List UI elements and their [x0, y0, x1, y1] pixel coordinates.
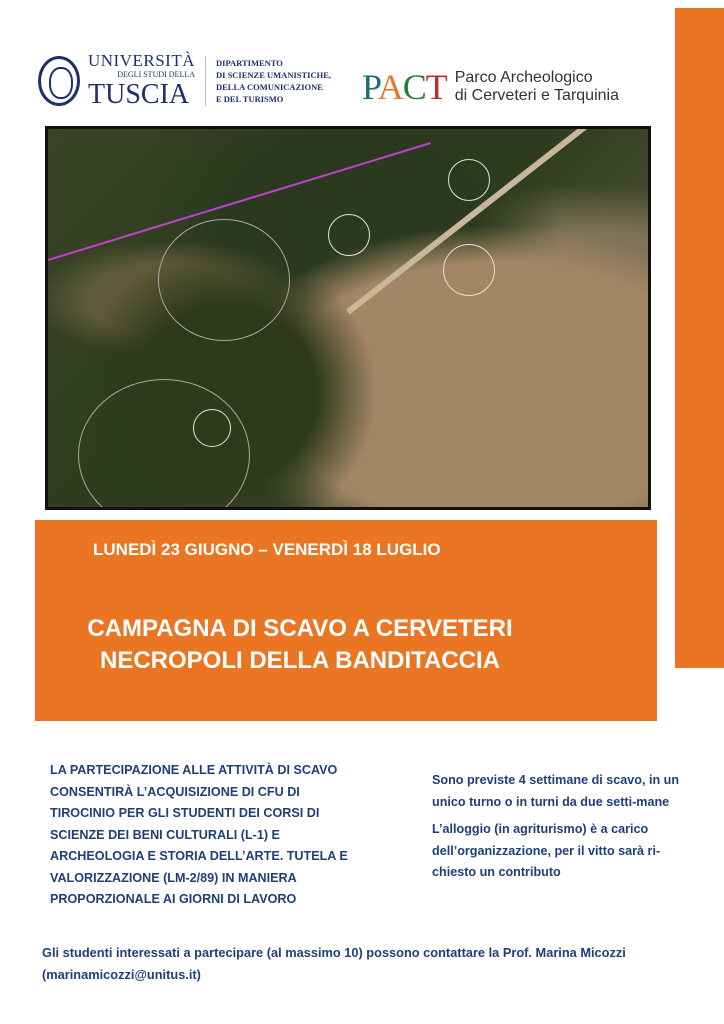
tumulus-outline [158, 219, 290, 341]
university-name-line3: TUSCIA [88, 79, 190, 110]
department-line: DIPARTIMENTO [216, 58, 283, 68]
event-title-line2: NECROPOLI DELLA BANDITACCIA [100, 647, 500, 674]
lodging-paragraph: L’alloggio (in agriturismo) è a carico dell’organizzazione, per il vitto sarà ri-chiesto un contributo [432, 822, 661, 879]
contact-email[interactable]: (marinamicozzi@unitus.it) [42, 967, 201, 982]
orange-side-bar [675, 8, 724, 668]
department-name [216, 57, 331, 105]
university-name-line2: DEGLI STUDI DELLA [117, 70, 195, 79]
credits-line: SCIENZE DEI BENI CULTURALI (L-1) E [50, 827, 280, 842]
pact-name-line2: di Cerveteri e Tarquinia [454, 87, 619, 104]
contact-info [42, 942, 702, 986]
pact-letter: P [362, 67, 378, 107]
event-title [35, 613, 565, 677]
credits-line: ARCHEOLOGIA E STORIA DELL’ARTE. TUTELA E [50, 849, 348, 863]
event-banner [35, 520, 657, 721]
department-line: DI SCIENZE UMANISTICHE, [216, 70, 332, 80]
schedule-paragraph: Sono previste 4 settimane di scavo, in un unico turno o in turni da due setti-mane [432, 773, 680, 809]
credits-line: TIROCINIO PER GLI STUDENTI DEI CORSI DI [50, 806, 320, 820]
pact-name-line1: Parco Archeologico [454, 69, 593, 86]
tomb-circle [193, 409, 231, 447]
department-line: E DEL TURISMO [216, 94, 284, 104]
contact-line: Gli studenti interessati a partecipare (al massimo 10) possono contattare la Prof. Marina Micozzi [42, 945, 626, 960]
pact-mark [362, 67, 447, 107]
logo-divider [205, 56, 206, 106]
credits-line: PROPORZIONALE AI GIORNI DI LAVORO [50, 892, 297, 906]
university-name-line1: UNIVERSITÀ [88, 51, 195, 70]
department-line: DELLA COMUNICAZIONE [216, 82, 323, 92]
credits-line: LA PARTECIPAZIONE ALLE ATTIVITÀ DI SCAVO [50, 763, 338, 777]
pact-letter: C [402, 67, 426, 107]
pact-letter: T [425, 67, 447, 107]
credits-line: VALORIZZAZIONE (LM-2/89) IN MANIERA [50, 870, 297, 885]
credits-line: CONSENTIRÀ L’ACQUISIZIONE DI CFU DI [50, 784, 300, 799]
logistics-info [432, 770, 682, 890]
event-title-line1: CAMPAGNA DI SCAVO A CERVETERI [87, 615, 513, 642]
aerial-map-image [45, 126, 651, 510]
university-logo [38, 52, 331, 110]
pact-logo [362, 67, 619, 107]
credits-info [50, 760, 348, 911]
tomb-circle [328, 214, 370, 256]
tomb-circle [443, 244, 495, 296]
pact-letter: A [377, 67, 403, 107]
tumulus-outline [78, 379, 250, 510]
tomb-circle [448, 159, 490, 201]
university-seal-icon [38, 56, 80, 106]
event-dates: LUNEDÌ 23 GIUGNO – VENERDÌ 18 LUGLIO [93, 540, 441, 559]
